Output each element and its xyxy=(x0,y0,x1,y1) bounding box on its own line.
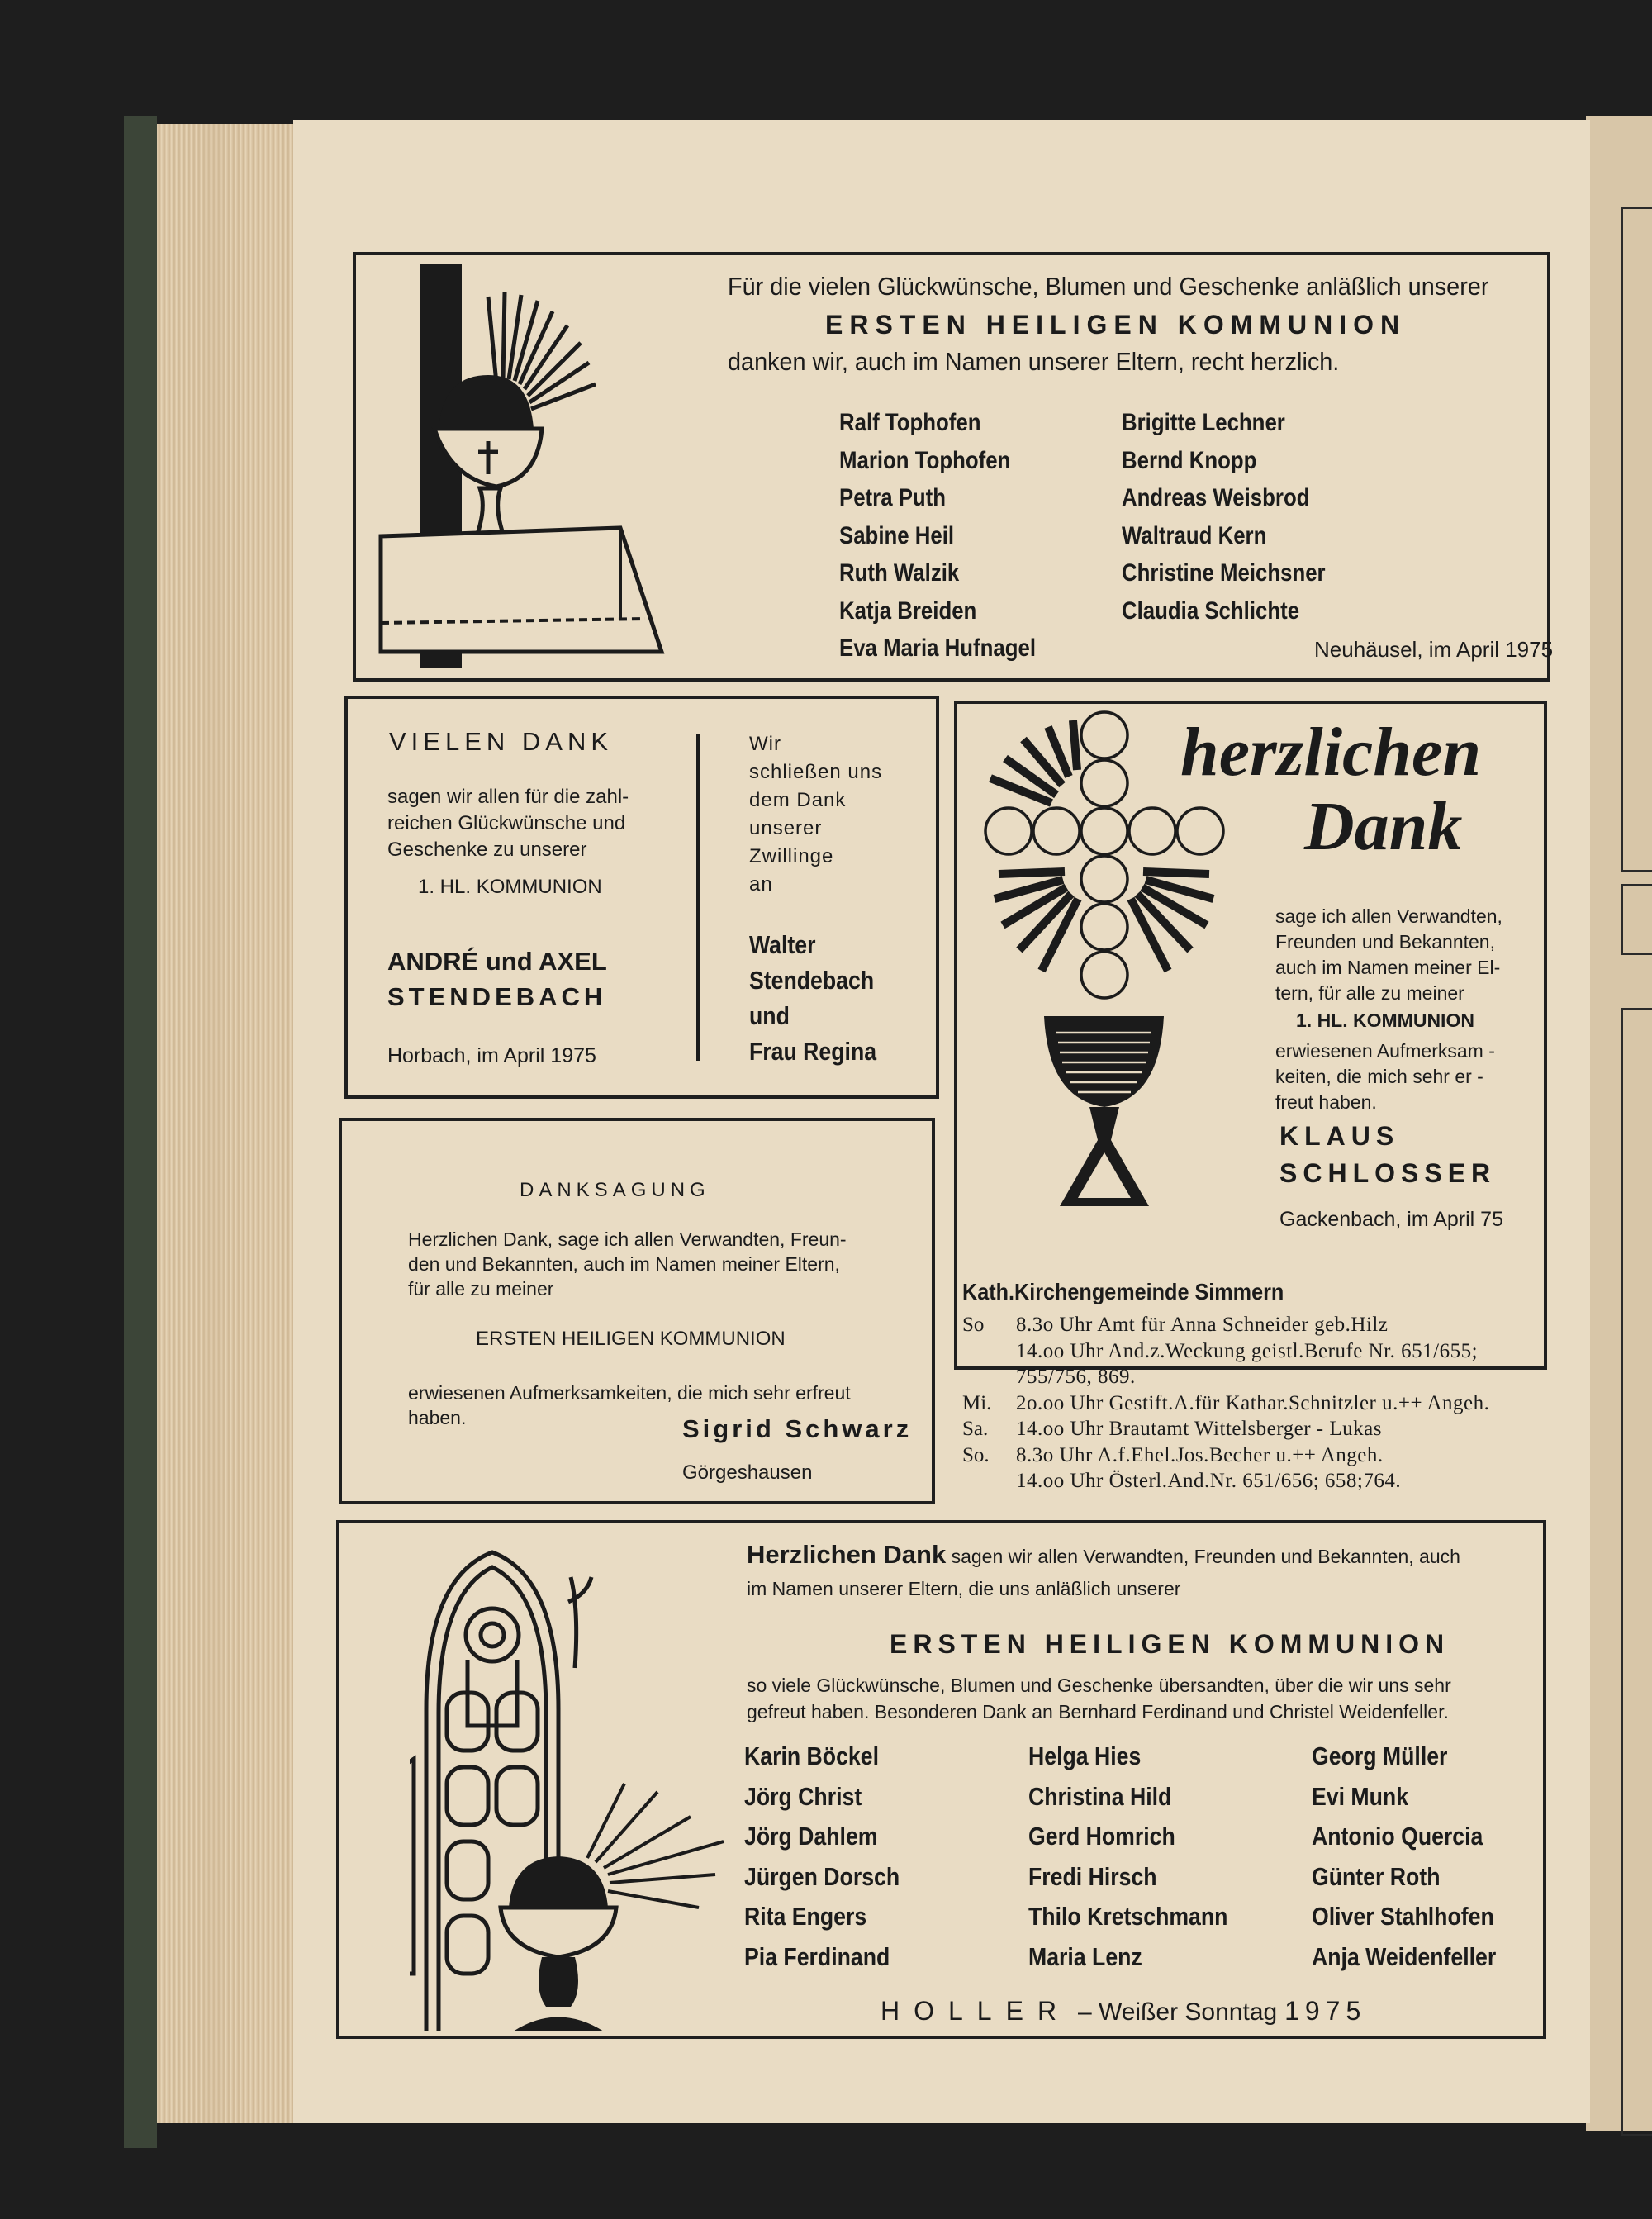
ad4-text xyxy=(408,1227,847,1301)
name: Christina Hild xyxy=(1028,1781,1172,1811)
first-communion-ad-neuhaeusel xyxy=(353,252,1554,682)
text-line: gefreut haben. Besonderen Dank an Bernhard Ferdinand und Christel Weidenfeller. xyxy=(747,1701,1449,1722)
text-line: freut haben. xyxy=(1275,1091,1377,1113)
ad1-names-left xyxy=(839,404,1036,668)
text-line: erwiesenen Aufmerksam - xyxy=(1275,1040,1495,1062)
notice-text: 14.oo Uhr Brautamt Wittelsberger - Lukas xyxy=(1016,1418,1382,1440)
book-page-edges xyxy=(157,124,297,2123)
text-line: Wir xyxy=(749,733,781,755)
name: Christine Meichsner xyxy=(1122,559,1326,587)
ad5-footer-event: – Weißer Sonntag xyxy=(1077,1998,1278,2026)
notice-text: 755/756, 869. xyxy=(1016,1366,1136,1388)
name: Andreas Weisbrod xyxy=(1122,484,1310,511)
ad5-lead-line2: im Namen unserer Eltern, die uns anläßlich unserer xyxy=(747,1578,1181,1599)
name: Ruth Walzik xyxy=(839,559,960,587)
name: Pia Ferdinand xyxy=(744,1941,890,1971)
ad2-heading: VIELEN DANK xyxy=(389,727,614,756)
name: Anja Weidenfeller xyxy=(1312,1941,1497,1971)
name: Stendebach xyxy=(749,966,875,995)
name: Bernd Knopp xyxy=(1122,446,1257,474)
text-line: für alle zu meiner xyxy=(408,1278,554,1300)
ad4-place: Görgeshausen xyxy=(682,1461,813,1484)
newspaper-page xyxy=(293,120,1590,2123)
text-line: Freunden und Bekannten, xyxy=(1275,931,1495,953)
first-communion-ad-goergeshausen xyxy=(339,1118,935,1504)
text-line: haben. xyxy=(408,1407,467,1428)
ad5-names-col3 xyxy=(1312,1737,1496,1977)
first-communion-ad-holler xyxy=(336,1520,1546,2039)
name: Georg Müller xyxy=(1312,1741,1448,1770)
name: Jörg Dahlem xyxy=(744,1822,878,1851)
name: Gerd Homrich xyxy=(1028,1822,1175,1851)
text-line: Herzlichen Dank, sage ich allen Verwandten, Freun- xyxy=(408,1228,847,1250)
ad1-intro: Für die vielen Glückwünsche, Blumen und Geschenke anläßlich unserer xyxy=(728,272,1489,301)
ad2-text xyxy=(387,784,629,863)
text-line: auch im Namen meiner El- xyxy=(1275,957,1501,978)
text-line: Zwillinge xyxy=(749,845,834,867)
ad1-heading: ERSTEN HEILIGEN KOMMUNION xyxy=(825,310,1407,340)
name: Brigitte Lechner xyxy=(1122,409,1285,436)
ad1-thanks-line: danken wir, auch im Namen unserer Eltern, recht herzlich. xyxy=(728,347,1340,376)
name: Jörg Christ xyxy=(744,1781,862,1811)
ad5-lead-bold: Herzlichen Dank xyxy=(747,1540,947,1569)
name: Fredi Hirsch xyxy=(1028,1861,1157,1891)
ad3-name-line2: SCHLOSSER xyxy=(1279,1158,1497,1188)
ad2-names-line1: ANDRÉ und AXEL xyxy=(387,947,607,976)
ad3-text1 xyxy=(1275,904,1502,1006)
ad2-occasion: 1. HL. KOMMUNION xyxy=(418,876,602,898)
name: Sabine Heil xyxy=(839,521,955,549)
text-line: an xyxy=(749,873,773,896)
first-communion-ad-gackenbach xyxy=(954,701,1547,1370)
name: Oliver Stahlhofen xyxy=(1312,1902,1494,1931)
ad2-place-date: Horbach, im April 1975 xyxy=(387,1044,596,1067)
name: Eva Maria Hufnagel xyxy=(839,634,1037,662)
divider xyxy=(696,734,700,1061)
ad5-names-col2 xyxy=(1028,1737,1227,1977)
ad5-footer xyxy=(881,1996,1366,2027)
text-line: reichen Glückwünsche und xyxy=(387,812,626,834)
facing-page xyxy=(1586,116,1652,2131)
name: Frau Regina xyxy=(749,1037,877,1066)
name: Thilo Kretschmann xyxy=(1028,1902,1228,1931)
ad3-text2 xyxy=(1275,1038,1495,1115)
name: Marion Tophofen xyxy=(839,446,1011,474)
first-communion-ad-horbach xyxy=(344,696,939,1099)
ad1-place-date: Neuhäusel, im April 1975 xyxy=(1314,637,1554,662)
notice-text: 2o.oo Uhr Gestift.A.für Kathar.Schnitzler u.++ Angeh. xyxy=(1016,1391,1490,1414)
text-line: tern, für alle zu meiner xyxy=(1275,982,1464,1004)
church-window-chalice-illustration xyxy=(410,1544,724,2040)
name: Claudia Schlichte xyxy=(1122,596,1300,625)
notice-day: Mi. xyxy=(962,1391,992,1414)
name: Helga Hies xyxy=(1028,1741,1142,1770)
text-line: erwiesenen Aufmerksamkeiten, die mich sehr erfreut xyxy=(408,1382,851,1404)
ad4-name: Sigrid Schwarz xyxy=(682,1414,913,1443)
text-line: sagen wir allen für die zahl- xyxy=(387,786,629,808)
ad3-title-line2: Dank xyxy=(1304,788,1463,865)
name: Ralf Tophofen xyxy=(839,409,981,436)
notice-text: 8.3o Uhr Amt für Anna Schneider geb.Hilz xyxy=(1016,1314,1389,1336)
name: Günter Roth xyxy=(1312,1861,1441,1891)
name: Katja Breiden xyxy=(839,596,977,625)
ad5-footer-place: HOLLER xyxy=(881,1996,1071,2026)
ad4-occasion: ERSTEN HEILIGEN KOMMUNION xyxy=(476,1328,786,1350)
ad2-names-line2: STENDEBACH xyxy=(387,982,607,1011)
name: Antonio Quercia xyxy=(1312,1822,1483,1851)
text-line: Geschenke zu unserer xyxy=(387,839,587,861)
notice-title: Kath.Kirchengemeinde Simmern xyxy=(962,1279,1284,1304)
text-line: keiten, die mich sehr er - xyxy=(1275,1066,1483,1087)
ad2-right-text xyxy=(749,730,882,899)
notice-day: Sa. xyxy=(962,1418,989,1440)
text-line: so viele Glückwünsche, Blumen und Geschenke übersandten, über die wir uns sehr xyxy=(747,1675,1451,1696)
ad1-names-right xyxy=(1122,404,1326,630)
name: Jürgen Dorsch xyxy=(744,1861,900,1891)
name: Rita Engers xyxy=(744,1902,867,1931)
ad5-heading: ERSTEN HEILIGEN KOMMUNION xyxy=(890,1629,1450,1659)
text-line: sage ich allen Verwandten, xyxy=(1275,905,1502,927)
notice-day: So. xyxy=(962,1443,990,1466)
ad4-heading: DANKSAGUNG xyxy=(520,1179,710,1201)
name: Waltraud Kern xyxy=(1122,521,1267,549)
name: Karin Böckel xyxy=(744,1741,879,1770)
facing-page-frame xyxy=(1621,884,1652,955)
name: Petra Puth xyxy=(839,484,947,511)
ad3-place-date: Gackenbach, im April 75 xyxy=(1279,1208,1503,1231)
ad2-parents xyxy=(749,927,876,1069)
notice-text: 14.oo Uhr And.z.Weckung geistl.Berufe Nr. 651/655; xyxy=(1016,1339,1479,1362)
ad5-text xyxy=(747,1672,1451,1725)
name: Evi Munk xyxy=(1312,1781,1409,1811)
notice-text: 8.3o Uhr A.f.Ehel.Jos.Becher u.++ Angeh. xyxy=(1016,1443,1384,1466)
book-spine xyxy=(124,116,157,2148)
text-line: dem Dank xyxy=(749,789,847,811)
notice-day: So xyxy=(962,1314,985,1336)
name: und xyxy=(749,1001,790,1030)
ad5-footer-year: 1975 xyxy=(1284,1996,1367,2026)
ad3-occasion: 1. HL. KOMMUNION xyxy=(1296,1010,1474,1031)
ad3-title-line1: herzlichen xyxy=(1180,714,1482,791)
text-line: unserer xyxy=(749,817,823,839)
name: Walter xyxy=(749,930,816,959)
ad5-lead-rest: sagen wir allen Verwandten, Freunden und Bekannten, auch xyxy=(951,1546,1460,1567)
ad3-name-line1: KLAUS xyxy=(1279,1121,1400,1151)
name: Maria Lenz xyxy=(1028,1941,1142,1971)
ad5-lead xyxy=(747,1540,1460,1570)
text-line: den und Bekannten, auch im Namen meiner Eltern, xyxy=(408,1253,840,1275)
text-line: schließen uns xyxy=(749,761,883,783)
ad5-names-col1 xyxy=(744,1737,900,1977)
facing-page-frame xyxy=(1621,207,1652,872)
facing-page-frame xyxy=(1621,1008,1652,2136)
chalice-altar-illustration xyxy=(373,264,719,677)
notice-text: 14.oo Uhr Österl.And.Nr. 651/656; 658;764. xyxy=(1016,1470,1402,1492)
